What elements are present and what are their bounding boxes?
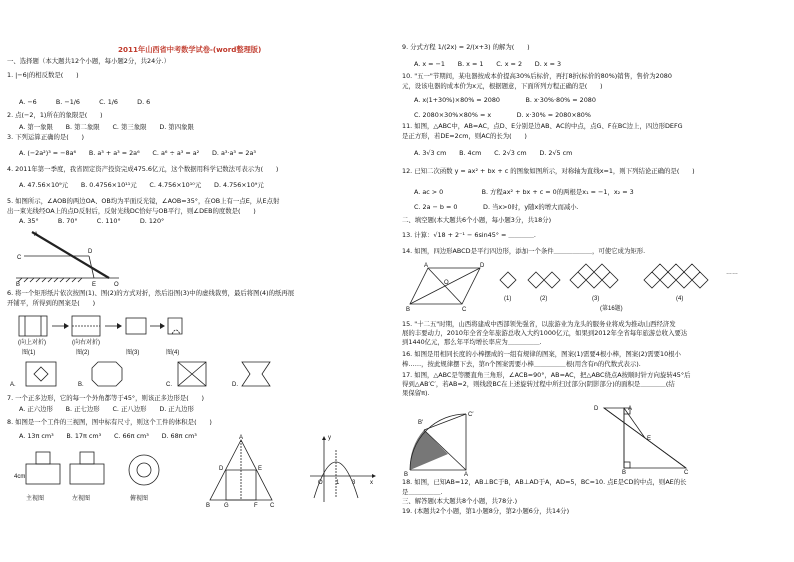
q19-text: 19. (本题共2个小题，第1小题8分，第2小题6分，共14分) [402, 507, 570, 515]
svg-text:A: A [628, 406, 633, 412]
q15-text-3: 到1440亿元，那么年平均增长率应为＿＿＿＿＿. [402, 338, 542, 346]
q14-parallelogram-figure [406, 262, 486, 312]
svg-text:B: B [406, 307, 411, 313]
svg-text:E: E [647, 436, 652, 442]
svg-text:G: G [224, 503, 229, 509]
svg-text:D: D [88, 249, 93, 255]
q11-text-1: 11. 如图，△ABC中，AB=AC，点D、E分别是边AB、AC的中点，点G、F在BC边上，四边形DEFG [402, 122, 683, 130]
svg-text:(2): (2) [540, 296, 548, 302]
q10-choices-2: C. 2080×30%×80% = x D. x·30% = 2080×80% [414, 111, 591, 119]
q4-choices: A. 47.56×10⁹元 B. 0.4756×10¹¹元 C. 4.756×10¹⁰元 D. 4.756×10⁹元 [19, 181, 264, 189]
q2-text: 2. 点(−2，1)所在的象限是( ) [7, 111, 103, 119]
fig2-label: 图(2) [76, 350, 90, 356]
svg-text:A.: A. [10, 382, 16, 388]
q12-text: 12. 已知二次函数 y = ax² + bx + c 的图象如图所示，对称轴为直线x=1，则下列结论正确的是( ) [402, 167, 695, 175]
svg-text:B: B [404, 472, 409, 478]
svg-text:B: B [16, 282, 21, 288]
svg-text:E: E [258, 466, 263, 472]
svg-text:C: C [684, 470, 689, 476]
q16-pattern-figure [492, 260, 792, 312]
q1-choices: A. −6 B. −1/6 C. 1/6 D. 6 [19, 98, 151, 106]
q16-text-2: 棒……，按此规律摆下去，第n个图案需要小棒＿＿＿＿＿根(用含有n的代数式表示). [402, 360, 641, 368]
svg-text:B′: B′ [418, 420, 424, 426]
svg-text:O: O [318, 480, 323, 486]
svg-text:B: B [206, 503, 211, 509]
q5-mirror-figure [14, 226, 129, 288]
svg-text:A: A [34, 232, 39, 238]
q1-text: 1. |−6|的相反数是( ) [7, 71, 79, 79]
svg-text:A: A [239, 435, 244, 441]
q7-text: 7. 一个正多边形，它的每一个外角都等于45°，则该正多边形是( ) [7, 394, 204, 402]
section-1-heading: 一、选择题（本大题共12个小题，每小题2分，共24分.） [7, 57, 170, 65]
svg-text:B.: B. [78, 382, 84, 388]
q6-fold-figure [16, 312, 196, 358]
q2-choices: A. 第一象限 B. 第二象限 C. 第三象限 D. 第四象限 [19, 123, 194, 131]
q13-text: 13. 计算：√18 + 2⁻¹ − 6sin45° = ＿＿＿＿. [402, 231, 536, 239]
q10-text-2: 元，设该电器的成本价为x元，根据题意，下面所列方程正确的是( ) [402, 82, 603, 90]
q6-text-1: 6. 将一个矩形纸片依次按图(1)、图(2)的方式对折，然后沿图(3)中的虚线裁剪，最后将图(4)的纸再展 [7, 289, 295, 297]
q8-three-views-figure [14, 448, 174, 508]
side-view-label: 左视图 [72, 496, 91, 502]
fig3-label: 图(3) [126, 350, 140, 356]
q10-choices-1: A. x(1+30%)×80% = 2080 B. x·30%·80% = 2080 [414, 96, 596, 104]
svg-text:D.: D. [232, 382, 238, 388]
q17-text-3: 果保留π). [402, 389, 430, 397]
q6-choices-figure [10, 360, 280, 392]
q9-choices: A. x = −1 B. x = 1 C. x = 2 D. x = 3 [414, 60, 562, 68]
svg-text:A: A [424, 263, 429, 269]
svg-text:(4): (4) [676, 296, 684, 302]
q11-text-2: 是正方形，若DE=2cm，则AC的长为( ) [402, 132, 527, 140]
q5-text-2: 出一束光线经OA上的点D反射后，反射光线DC恰好与OB平行，则∠DEB的度数是( ) [7, 207, 256, 215]
q17-text-1: 17. 如图，△ABC是等腰直角三角形，∠ACB=90°，AB=AC，把△ABC绕点A按顺时针方向旋转45°后 [402, 371, 691, 379]
svg-text:C: C [17, 255, 22, 261]
q3-text: 3. 下列运算正确的是( ) [7, 133, 85, 141]
svg-text:A: A [464, 472, 469, 478]
q17-text-2: 得到△AB′C′，若AB=2，则线段BC在上述旋转过程中所扫过部分(阴影部分)的面积是＿＿＿＿(结 [402, 380, 675, 388]
q12-choices-2: C. 2a − b = 0 D. 当x>0时，y随x的增大而减小. [414, 203, 579, 211]
svg-text:(1): (1) [504, 296, 512, 302]
svg-text:B: B [622, 470, 627, 476]
section-2-heading: 二、填空题(本大题共6个小题，每小题3分，共18分) [402, 216, 552, 224]
svg-text:y: y [328, 435, 331, 441]
svg-text:C: C [462, 307, 467, 313]
svg-text:O: O [114, 282, 119, 288]
section-3-heading: 三、解答题(本大题共8个小题，共78分.) [402, 497, 518, 505]
svg-text:C′: C′ [468, 412, 474, 418]
q11-triangle-square-figure [206, 436, 276, 508]
q14-text: 14. 如图，四边形ABCD是平行四边形，添加一个条件＿＿＿＿＿＿，可使它成为矩形. [402, 247, 646, 255]
svg-text:D: D [219, 466, 224, 472]
q12-parabola-figure [306, 436, 376, 506]
svg-text:1: 1 [336, 480, 340, 486]
q3-choices: A. (−2a²)³ = −8a⁶ B. a³ + a³ = 2a⁶ C. a⁶ ÷ a³ = a² D. a³·a³ = 2a³ [19, 149, 256, 157]
page-title: 2011年山西省中考数学试卷-(word整理版) [118, 45, 262, 54]
q15-text-1: 15. "十二五"时期，山西将建成中西部领先强省，以旅游业为龙头的服务业将成为推动山西经济发 [402, 320, 676, 328]
q7-choices: A. 正六边形 B. 正七边形 C. 正八边形 D. 正九边形 [19, 405, 194, 413]
fig4-label: 图(4) [166, 350, 180, 356]
q16-text-1: 16. 如图是用相同长度的小棒摆成的一组有规律的图案，图案(1)需要4根小棒，图案(2)需要10根小 [402, 350, 681, 358]
fold-up-label: (向上对折) [18, 340, 46, 346]
svg-text:D: D [480, 263, 485, 269]
svg-text:C.: C. [166, 382, 172, 388]
svg-text:C: C [270, 503, 275, 509]
q5-text-1: 5. 如图所示，∠AOB的两边OA、OB均为平面反光镜，∠AOB=35°，在OB上有一点E，从E点射 [7, 197, 280, 205]
q17-rotation-figure [404, 410, 484, 476]
q18-trapezoid-figure [590, 402, 690, 474]
svg-text:x: x [370, 480, 373, 486]
q11-choices: A. 3√3 cm B. 4cm C. 2√3 cm D. 2√5 cm [414, 149, 573, 157]
q18-text-2: 是＿＿＿＿＿. [402, 488, 443, 496]
q8-text: 8. 如图是一个工件的三视图，图中标有尺寸，则这个工件的体积是( ) [7, 418, 212, 426]
q18-text-1: 18. 如图，已知AB=12，AB⊥BC于B，AB⊥AD于A，AD=5，BC=10. 点E是CD的中点，则AE的长 [402, 478, 687, 486]
q10-text-1: 10. "五一"节期间，某电器按成本价提高30%后标价，再打8折(标价的80%)销售，售价为2080 [402, 72, 672, 80]
front-view-label: 主视图 [26, 496, 45, 502]
top-view-label: 俯视图 [130, 496, 149, 502]
q12-choices-1: A. ac > 0 B. 方程ax² + bx + c = 0的两根是x₁ = −1，x₂ = 3 [414, 188, 634, 196]
fold-right-label: (向右对折) [72, 340, 100, 346]
svg-text:D: D [594, 406, 599, 412]
svg-text:F: F [254, 503, 258, 509]
svg-text:3: 3 [352, 480, 356, 486]
q4-text: 4. 2011年第一季度，我省固定资产投资完成475.6亿元，这个数据用科学记数法可表示为( ) [7, 165, 279, 173]
q16-caption: (第16题) [600, 306, 623, 312]
svg-text:E: E [92, 282, 97, 288]
q5-choices: A. 35° B. 70° C. 110° D. 120° [19, 217, 165, 225]
svg-text:O: O [444, 280, 449, 286]
pattern-ellipsis: …… [726, 270, 738, 276]
fig1-label: 图(1) [22, 350, 36, 356]
q6-text-2: 开铺平，所得到的图案是( ) [7, 299, 96, 307]
svg-text:(3): (3) [592, 296, 600, 302]
q9-text: 9. 分式方程 1/(2x) = 2/(x+3) 的解为( ) [402, 43, 530, 51]
q15-text-2: 展的丰要动力，2010年全省全年旅游总收入大约1000亿元，如果到2012年全省每年旅游总收入要达 [402, 329, 688, 337]
q8-choices: A. 13π cm³ B. 17π cm³ C. 66π cm³ D. 68π cm³ [19, 432, 197, 440]
dim-label: 4cm [14, 474, 26, 480]
